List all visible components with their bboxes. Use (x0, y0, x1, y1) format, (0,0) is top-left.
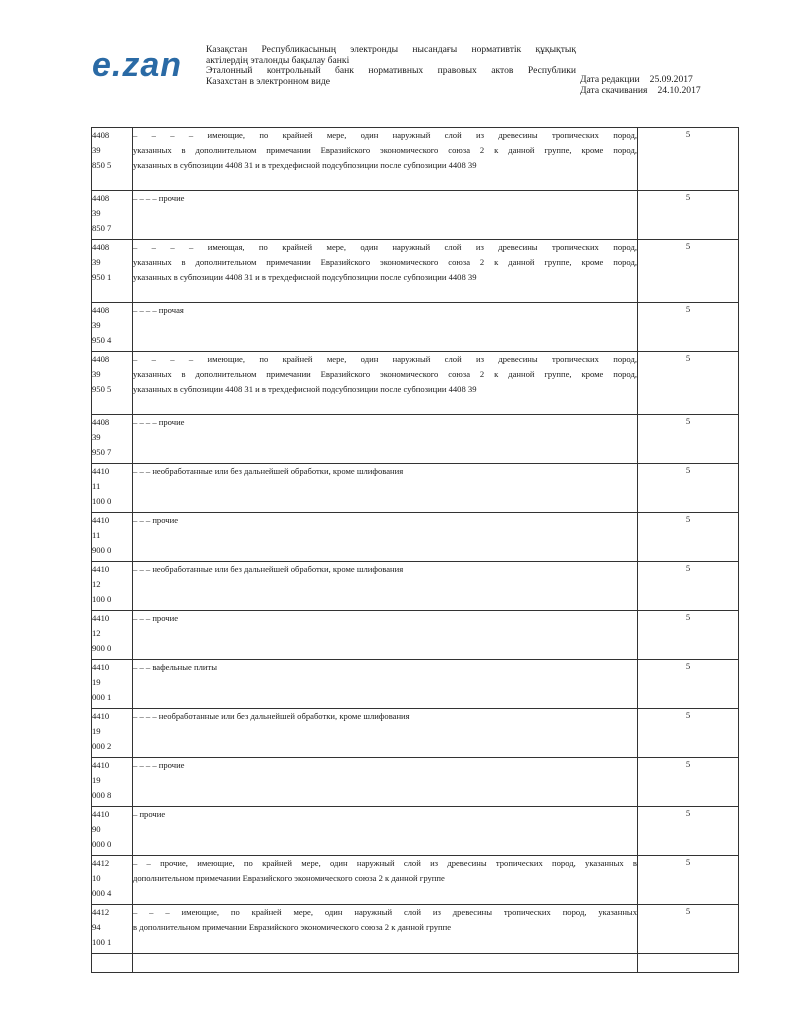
duty-rate-cell: 5 (638, 758, 739, 807)
tnved-code-part: 100 0 (92, 496, 112, 506)
tnved-code-part: 94 (92, 922, 101, 932)
header-line: Казахстан в электронном виде (206, 75, 330, 87)
description-cell (133, 562, 638, 611)
description-line: указанных в дополнительном примечании Евразийского экономического союза 2 к данной группе, кроме пород, (133, 257, 637, 267)
description-line: – – – – необработанные или без дальнейшей обработки, кроме шлифования (133, 711, 410, 721)
download-date-row (580, 86, 701, 97)
tnved-code-part: 900 0 (92, 643, 112, 653)
download-date-label: Дата скачивания (580, 84, 648, 96)
tnved-code-cell (92, 709, 133, 758)
tnved-code-cell (92, 611, 133, 660)
table-row-empty (92, 954, 739, 973)
table-row (92, 660, 739, 709)
ezan-logo: e.zan (92, 46, 183, 84)
tnved-code-part: 4410 (92, 466, 110, 476)
tnved-code-part: 4408 (92, 193, 110, 203)
duty-rate-cell: 5 (638, 660, 739, 709)
tnved-code-part: 90 (92, 824, 101, 834)
tnved-code-part: 000 4 (92, 888, 112, 898)
description-line: указанных в дополнительном примечании Евразийского экономического союза 2 к данной группе, кроме пород, (133, 145, 637, 155)
tnved-code-cell (92, 513, 133, 562)
description-line: – – – – прочие (133, 417, 185, 427)
description-line: – – – – имеющие, по крайней мере, один наружный слой из древесины тропических пород, (133, 130, 637, 140)
table-row (92, 905, 739, 954)
description-line: – – – вафельные плиты (133, 662, 218, 672)
description-line: – – – – прочие (133, 760, 185, 770)
tnved-code-cell (92, 415, 133, 464)
tnved-code-part: 12 (92, 628, 101, 638)
duty-rate-cell: 5 (638, 562, 739, 611)
tnved-code-part: 950 1 (92, 272, 112, 282)
description-line: – прочие (133, 809, 166, 819)
tnved-code-part: 000 2 (92, 741, 112, 751)
description-line: – – – необработанные или без дальнейшей обработки, кроме шлифования (133, 564, 404, 574)
download-date-value: 24.10.2017 (657, 84, 701, 96)
description-line: указанных в субпозиции 4408 31 и в трехдефисной подсубпозиции после субпозиции 4408 39 (133, 160, 477, 170)
description-line: – – – прочие (133, 515, 179, 525)
description-cell (133, 352, 638, 415)
table-row (92, 352, 739, 415)
duty-rate-cell: 5 (638, 352, 739, 415)
tnved-code-part: 950 4 (92, 335, 112, 345)
tnved-code-part: 39 (92, 145, 101, 155)
tnved-code-part: 850 5 (92, 160, 112, 170)
tnved-code-cell (92, 807, 133, 856)
tnved-code-part: 39 (92, 208, 101, 218)
table-row (92, 611, 739, 660)
tnved-code-part: 950 7 (92, 447, 112, 457)
empty-cell (133, 954, 638, 973)
duty-rate-cell: 5 (638, 856, 739, 905)
empty-cell (92, 954, 133, 973)
tnved-code-part: 000 1 (92, 692, 112, 702)
description-line: указанных в субпозиции 4408 31 и в трехдефисной подсубпозиции после субпозиции 4408 39 (133, 272, 477, 282)
table-row (92, 128, 739, 191)
tnved-code-part: 4410 (92, 711, 110, 721)
tnved-code-part: 4408 (92, 242, 110, 252)
description-cell (133, 709, 638, 758)
table-row (92, 856, 739, 905)
tnved-code-part: 4408 (92, 354, 110, 364)
header-line: Казақстан Республикасының электронды нысандағы нормативтік құқықтық (206, 44, 576, 55)
description-cell (133, 905, 638, 954)
tnved-code-cell (92, 191, 133, 240)
description-cell (133, 660, 638, 709)
tnved-code-part: 10 (92, 873, 101, 883)
table-row (92, 562, 739, 611)
empty-cell (638, 954, 739, 973)
table-row (92, 709, 739, 758)
tnved-code-part: 4412 (92, 907, 110, 917)
tnved-code-part: 100 0 (92, 594, 112, 604)
duty-rate-cell: 5 (638, 709, 739, 758)
tnved-code-part: 950 5 (92, 384, 112, 394)
tnved-code-cell (92, 856, 133, 905)
tnved-code-part: 100 1 (92, 937, 112, 947)
duty-rate-cell: 5 (638, 303, 739, 352)
table-row (92, 807, 739, 856)
description-cell (133, 303, 638, 352)
description-cell (133, 464, 638, 513)
tnved-code-part: 19 (92, 726, 101, 736)
table-row (92, 303, 739, 352)
tnved-code-part: 4412 (92, 858, 110, 868)
table-row (92, 464, 739, 513)
description-line: – – – – имеющие, по крайней мере, один наружный слой из древесины тропических пород, (133, 354, 637, 364)
tnved-code-cell (92, 660, 133, 709)
duty-rate-cell: 5 (638, 464, 739, 513)
tnved-code-part: 4410 (92, 760, 110, 770)
tnved-code-part: 4410 (92, 809, 110, 819)
tnved-code-part: 4408 (92, 305, 110, 315)
description-cell (133, 128, 638, 191)
description-cell (133, 807, 638, 856)
description-cell (133, 240, 638, 303)
tariff-table (91, 127, 739, 973)
tnved-code-cell (92, 240, 133, 303)
tnved-code-part: 850 7 (92, 223, 112, 233)
tnved-code-part: 19 (92, 775, 101, 785)
duty-rate-cell: 5 (638, 128, 739, 191)
tnved-code-part: 4410 (92, 662, 110, 672)
tnved-code-part: 11 (92, 481, 101, 491)
tnved-code-part: 39 (92, 257, 101, 267)
description-cell (133, 191, 638, 240)
duty-rate-cell: 5 (638, 415, 739, 464)
description-cell (133, 513, 638, 562)
tnved-code-part: 12 (92, 579, 101, 589)
description-line: указанных в субпозиции 4408 31 и в трехдефисной подсубпозиции после субпозиции 4408 39 (133, 384, 477, 394)
tnved-code-part: 000 8 (92, 790, 112, 800)
tnved-code-part: 4410 (92, 613, 110, 623)
description-line: – – – имеющие, по крайней мере, один наружный слой из древесины тропических пород, указанных (133, 907, 637, 917)
tnved-code-cell (92, 562, 133, 611)
tnved-code-part: 4408 (92, 130, 110, 140)
tnved-code-part: 39 (92, 320, 101, 330)
tnved-code-part: 11 (92, 530, 101, 540)
tnved-code-part: 900 0 (92, 545, 112, 555)
header-line: Эталонный контрольный банк нормативных правовых актов Республики (206, 65, 576, 76)
tariff-table-body (92, 128, 739, 973)
duty-rate-cell: 5 (638, 611, 739, 660)
tnved-code-part: 39 (92, 432, 101, 442)
tnved-code-part: 4408 (92, 417, 110, 427)
header-title (206, 45, 576, 87)
tnved-code-part: 000 0 (92, 839, 112, 849)
table-row (92, 191, 739, 240)
description-line: указанных в дополнительном примечании Евразийского экономического союза 2 к данной группе, кроме пород, (133, 369, 637, 379)
edition-date-label: Дата редакции (580, 74, 640, 85)
table-row (92, 513, 739, 562)
duty-rate-cell: 5 (638, 807, 739, 856)
description-cell (133, 758, 638, 807)
table-row (92, 758, 739, 807)
edition-date-value: 25.09.2017 (649, 74, 693, 85)
description-cell (133, 611, 638, 660)
duty-rate-cell: 5 (638, 513, 739, 562)
tnved-code-part: 4410 (92, 564, 110, 574)
description-line: – – – – прочие (133, 193, 185, 203)
description-cell (133, 856, 638, 905)
tnved-code-cell (92, 464, 133, 513)
tnved-code-cell (92, 758, 133, 807)
duty-rate-cell: 5 (638, 240, 739, 303)
duty-rate-cell: 5 (638, 191, 739, 240)
duty-rate-cell: 5 (638, 905, 739, 954)
description-line: в дополнительном примечании Евразийского экономического союза 2 к данной группе (133, 922, 452, 932)
tnved-code-cell (92, 352, 133, 415)
description-line: – – – – имеющая, по крайней мере, один наружный слой из древесины тропических пород, (133, 242, 637, 252)
tnved-code-part: 4410 (92, 515, 110, 525)
table-row (92, 415, 739, 464)
header-line: актілердің эталонды бақылау банкі (206, 54, 350, 66)
tnved-code-cell (92, 128, 133, 191)
description-cell (133, 415, 638, 464)
tnved-code-part: 39 (92, 369, 101, 379)
description-line: дополнительном примечании Евразийского экономического союза 2 к данной группе (133, 873, 445, 883)
description-line: – – – – прочая (133, 305, 184, 315)
tnved-code-cell (92, 303, 133, 352)
description-line: – – – необработанные или без дальнейшей обработки, кроме шлифования (133, 466, 404, 476)
description-line: – – – прочие (133, 613, 179, 623)
tnved-code-cell (92, 905, 133, 954)
description-line: – – прочие, имеющие, по крайней мере, один наружный слой из древесины тропических пород, указанных в (133, 858, 637, 868)
table-row (92, 240, 739, 303)
document-dates (580, 75, 701, 97)
tnved-code-part: 19 (92, 677, 101, 687)
